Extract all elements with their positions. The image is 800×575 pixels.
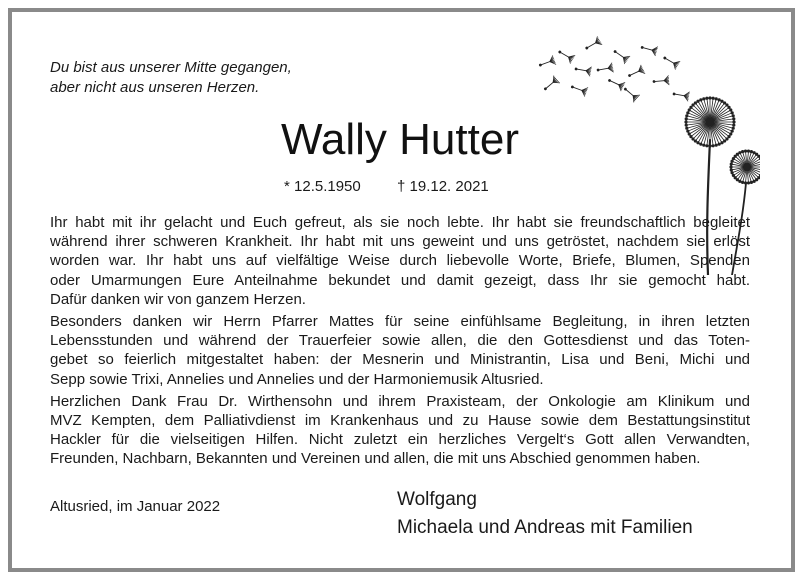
signers [397, 486, 693, 542]
paragraph-thanks-general [50, 213, 750, 309]
body-line: Besonders danken wir Herrn Pfarrer Mattes für seine einfühlsame Begleitung, in ihren letzten [50, 313, 750, 331]
body-line: oder Umarmungen Eure Anteilnahme bekundet und damit gezeigt, dass Ihr sie gemocht habt. [50, 271, 750, 289]
paragraph-thanks-clergy [50, 312, 750, 389]
death-date: † 19.12. 2021 [397, 178, 489, 195]
flying-seeds [537, 36, 689, 102]
body-line: Sepp sowie Trixi, Annelies und Annelies und der Harmoniemusik Altusried. [50, 370, 544, 388]
body-line: Dafür danken wir von ganzem Herzen. [50, 290, 306, 308]
body-line: während ihrer schweren Krankheit. Ihr habt mit uns geweint und uns getröstet, nachdem sie erlöst [50, 233, 750, 251]
body-line: Freunden, Nachbarn, Bekannten und Vereinen und allen, die mit uns Abschied genommen haben. [50, 450, 701, 468]
deceased-name: Wally Hutter [281, 115, 519, 164]
body-line: Ihr habt mit ihr gelacht und Euch gefreut, als sie noch lebte. Ihr habt sie freundschaftlich begleitet [50, 214, 750, 231]
notice-body [50, 213, 750, 472]
body-line: worden war. Ihr habt uns auf vielfältige Weise durch liebevolle Worte, Briefe, Blumen, Spenden [50, 252, 750, 270]
motto-line-1: Du bist aus unserer Mitte gegangen, [50, 59, 292, 76]
place-and-date: Altusried, im Januar 2022 [50, 498, 221, 515]
signer-line-1: Wolfgang [397, 489, 477, 510]
motto-line-2: aber nicht aus unseren Herzen. [50, 79, 260, 96]
body-line: gebet so feierlich mitgestaltet haben: der Mesnerin und Ministrantin, Lisa und Beni, Michi und [50, 351, 750, 369]
paragraph-thanks-medical [50, 392, 750, 469]
body-line: Herzlichen Dank Frau Dr. Wirthensohn und ihrem Praxisteam, der Onkologie am Klinikum und [50, 392, 750, 410]
motto [50, 58, 292, 98]
body-line: Hackler für die vielseitigen Hilfen. Nicht zuletzt ein herzliches Vergelt‘s Gott allen Verwandten, [50, 431, 750, 449]
signer-line-2: Michaela und Andreas mit Familien [397, 517, 693, 538]
birth-date: * 12.5.1950 [284, 178, 361, 195]
body-line: MVZ Kempten, dem Palliativdienst im Krankenhaus und zu Hause sowie dem Bestattungsinstitut [50, 412, 750, 430]
body-line: Lebensstunden und während der Trauerfeier sowie allen, die den Gottesdienst und das Toten- [50, 332, 750, 350]
